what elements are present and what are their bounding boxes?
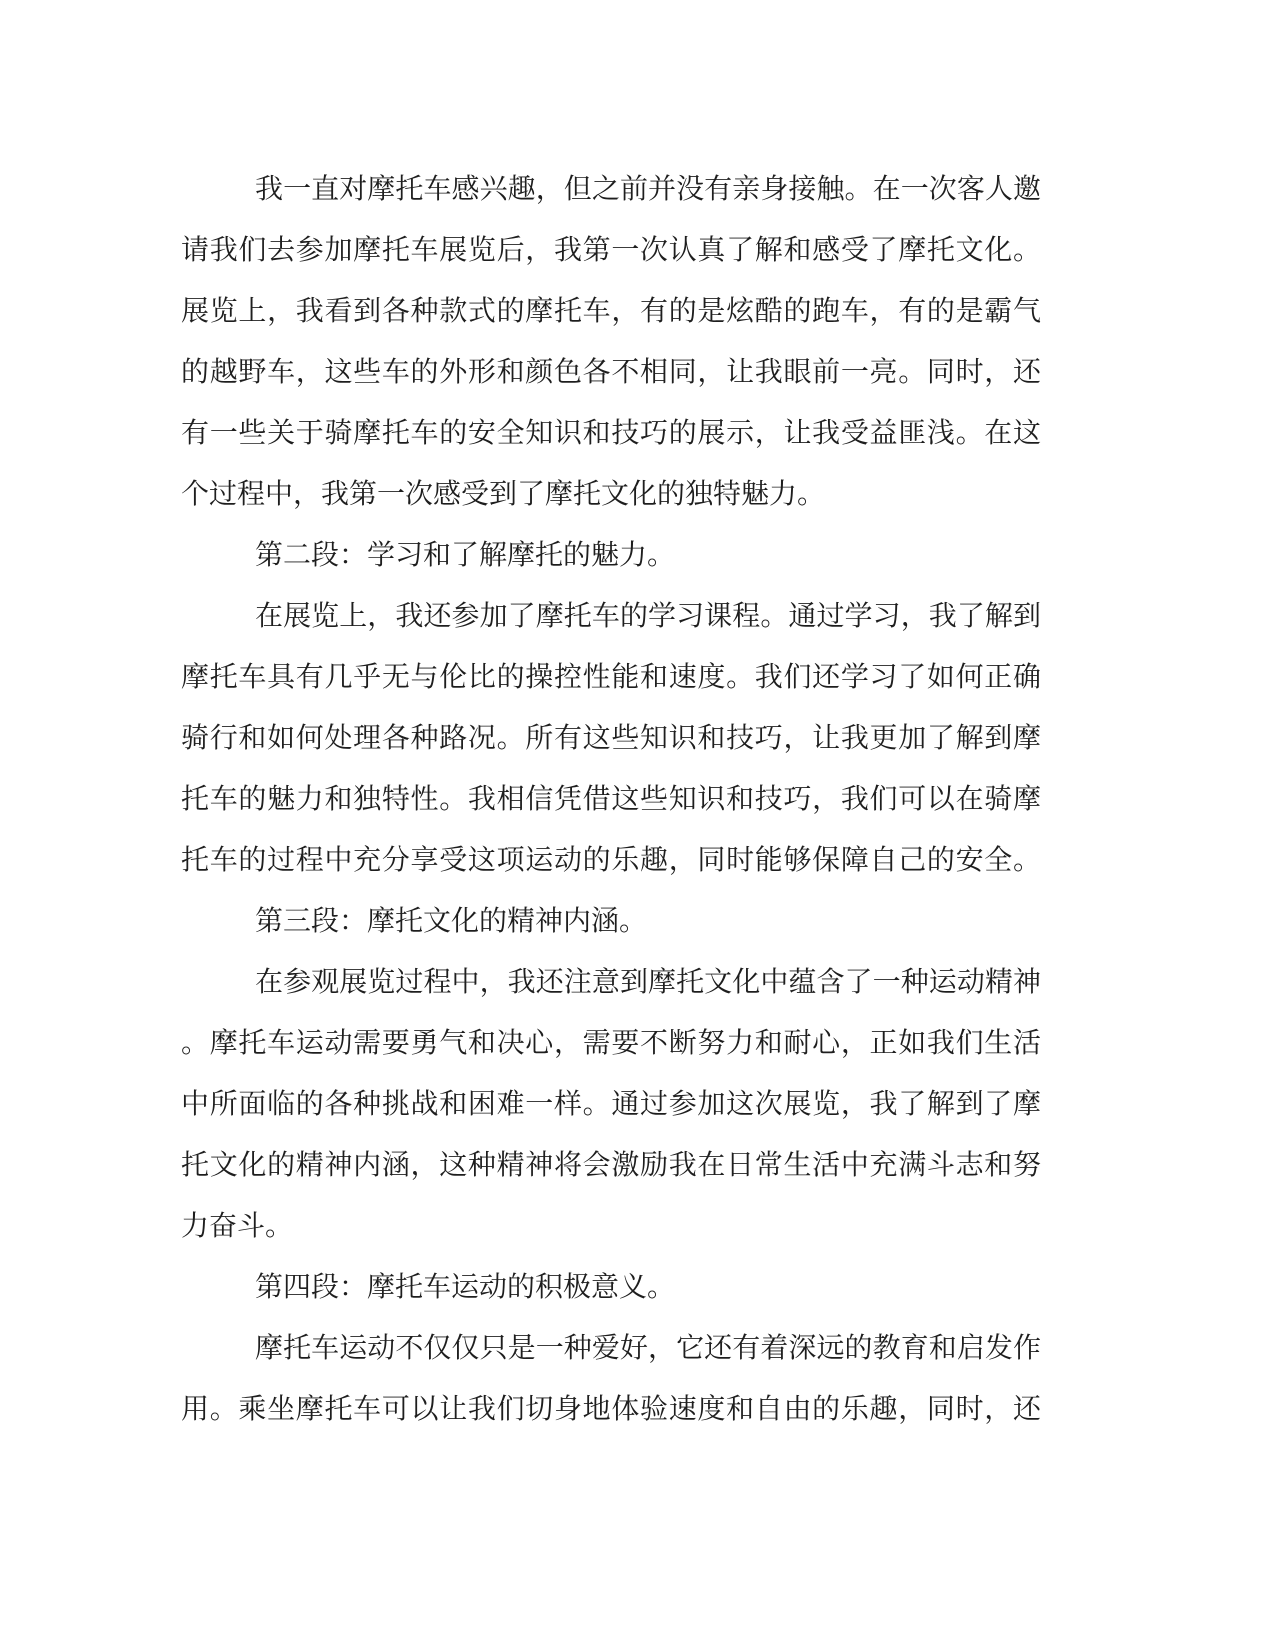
paragraph-line: 我一直对摩托车感兴趣，但之前并没有亲身接触。在一次客人邀 xyxy=(255,172,1041,205)
paragraph-line: 展览上，我看到各种款式的摩托车，有的是炫酷的跑车，有的是霸气 xyxy=(181,294,1041,327)
paragraph-line: 托文化的精神内涵，这种精神将会激励我在日常生活中充满斗志和努 xyxy=(181,1148,1041,1181)
paragraph-line: 骑行和如何处理各种路况。所有这些知识和技巧，让我更加了解到摩 xyxy=(181,721,1041,754)
paragraph-line: 中所面临的各种挑战和困难一样。通过参加这次展览，我了解到了摩 xyxy=(181,1087,1041,1120)
paragraph-line: 请我们去参加摩托车展览后，我第一次认真了解和感受了摩托文化。 xyxy=(181,233,1041,266)
paragraph-line: 个过程中，我第一次感受到了摩托文化的独特魅力。 xyxy=(181,477,826,510)
section-heading: 第四段：摩托车运动的积极意义。 xyxy=(255,1270,676,1303)
paragraph-line: 托车的过程中充分享受这项运动的乐趣，同时能够保障自己的安全。 xyxy=(181,843,1041,876)
paragraph-line: 在展览上，我还参加了摩托车的学习课程。通过学习，我了解到 xyxy=(255,599,1041,632)
paragraph-line: 托车的魅力和独特性。我相信凭借这些知识和技巧，我们可以在骑摩 xyxy=(181,782,1041,815)
paragraph-line: 力奋斗。 xyxy=(181,1209,294,1242)
paragraph-line: 摩托车运动不仅仅只是一种爱好，它还有着深远的教育和启发作 xyxy=(255,1331,1041,1364)
document-body xyxy=(181,158,1041,1439)
paragraph-line: 的越野车，这些车的外形和颜色各不相同，让我眼前一亮。同时，还 xyxy=(181,355,1041,388)
paragraph-line: 有一些关于骑摩托车的安全知识和技巧的展示，让我受益匪浅。在这 xyxy=(181,416,1041,449)
paragraph-line: 在参观展览过程中，我还注意到摩托文化中蕴含了一种运动精神 xyxy=(255,965,1041,998)
section-heading: 第二段：学习和了解摩托的魅力。 xyxy=(255,538,676,571)
paragraph-line: 摩托车具有几乎无与伦比的操控性能和速度。我们还学习了如何正确 xyxy=(181,660,1041,693)
paragraph-line: 用。乘坐摩托车可以让我们切身地体验速度和自由的乐趣，同时，还 xyxy=(181,1392,1041,1425)
section-heading: 第三段：摩托文化的精神内涵。 xyxy=(255,904,648,937)
paragraph-line: 。摩托车运动需要勇气和决心，需要不断努力和耐心，正如我们生活 xyxy=(181,1026,1041,1059)
